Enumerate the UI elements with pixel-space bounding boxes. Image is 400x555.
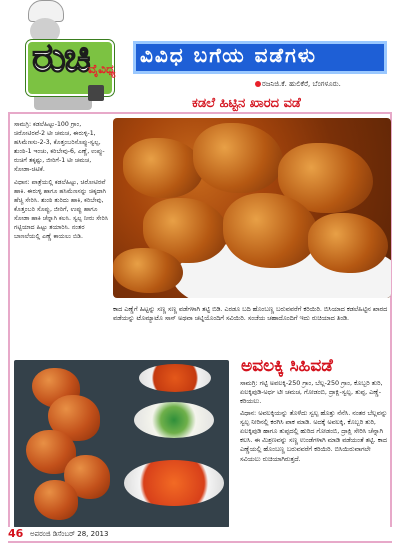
footer-divider	[8, 541, 392, 543]
mint-chutney-bowl	[134, 402, 214, 438]
recipe-2-ingredients: ಸಾಮಗ್ರಿ: ಗಟ್ಟಿ ಅವಲಕ್ಕಿ-250 ಗ್ರಾಂ, ಬೆಲ್ಲ-250 ಗ್ರಾಂ, ಕೊಬ್ಬರಿ ತುರಿ, ಏಲಕ್ಕಿಪುಡಿ-ಅರ್ಧ ಟೀ ಚಮಚ, ಗೋಡಂಬಿ, ದ್ರಾಕ್ಷಿ-ಸ್ವಲ್ಪ, ತುಪ್ಪ, ಎಣ್ಣೆ-ಕರಿಯಲು.	[240, 379, 383, 406]
ketchup-bowl	[139, 364, 211, 392]
cooking-pot-icon	[88, 85, 104, 101]
chili-sauce-bowl	[124, 460, 224, 506]
author-byline: ರಜನಿಜಿ.ಕೆ. ಹುಲಿಕೆರೆ, ಬೆಂಗಳೂರು.	[262, 80, 341, 88]
recipe-2-method: ವಿಧಾನ: ಅವಲಕ್ಕಿಯನ್ನು ತೊಳೆದು ಸ್ವಲ್ಪ ಹೊತ್ತು ನೆನೆಸಿ. ನಂತರ ಬೆಲ್ಲವನ್ನು ಸ್ವಲ್ಪ ನೀರಿನಲ್ಲಿ ಕರಗಿಸಿ ಪಾಕ ಮಾಡಿ. ಅದಕ್ಕೆ ಅವಲಕ್ಕಿ, ಕೊಬ್ಬರಿ ತುರಿ, ಏಲಕ್ಕಿಪುಡಿ ಹಾಗೂ ತುಪ್ಪದಲ್ಲಿ ಹುರಿದ ಗೋಡಂಬಿ, ದ್ರಾಕ್ಷಿ ಸೇರಿಸಿ ಚೆನ್ನಾಗಿ ಕಲಸಿ. ಈ ಮಿಶ್ರಣವನ್ನು ಸಣ್ಣ ಉಂಡೆಗಳಾಗಿ ಮಾಡಿ ವಡೆಯಂತೆ ತಟ್ಟಿ. ಕಾದ ಎಣ್ಣೆಯಲ್ಲಿ ಹೊಂಬಣ್ಣ ಬರುವವರೆಗೆ ಕರಿಯಿರಿ. ಬಿಸಿಯಿರುವಾಗಲೇ ಸವಿಯಲು ರುಚಿಯಾಗಿರುತ್ತದೆ.	[240, 408, 388, 463]
recipe-2-title: ಅವಲಕ್ಕಿ ಸಿಹಿವಡೆ	[241, 356, 333, 376]
recipe-1-title: ಕಡಲೆ ಹಿಟ್ಟಿನ ಖಾರದ ವಡೆ	[192, 96, 301, 111]
recipe-2-text	[240, 379, 390, 466]
page-border-left	[8, 112, 10, 529]
publication-info: ಅಪರಂಜಿ ಡಿಸೆಂಬರ್ 28, 2013	[30, 530, 109, 538]
page-title: ವಿವಿಧ ಬಗೆಯ ವಡೆಗಳು	[140, 43, 318, 67]
section-logo-subtitle: ವೈವಿಧ್ಯ	[88, 62, 116, 76]
fritter-image	[308, 213, 388, 273]
recipe-1-photo	[113, 118, 391, 298]
recipe-2-photo	[14, 360, 229, 528]
fritter-image	[123, 138, 203, 198]
recipe-1-ingredients: ಸಾಮಗ್ರಿ: ಕಡಲೆಹಿಟ್ಟು-100 ಗ್ರಾಂ, ಚಿರೋಟಿರವೆ-2 ಟೀ ಚಮಚ, ಈರುಳ್ಳಿ-1, ಹಸಿಮೆಣಸು-2-3, ಕೊತ್ತಂಬರಿಸೊಪ್ಪು-ಸ್ವಲ್ಪ, ಶುಂಠಿ-1 ಇಂಚು, ಕರಿಬೇವು-6, ಎಣ್ಣೆ, ಉಪ್ಪು-ರುಚಿಗೆ ತಕ್ಕಷ್ಟು, ಜೀರಿಗೆ-1 ಟೀ ಚಮಚ, ಸೋಡಾ-ಚಿಟಿಕೆ.	[14, 121, 105, 174]
recipe-1-column	[14, 120, 110, 244]
page-number: 46	[8, 527, 24, 540]
recipe-1-method: ವಿಧಾನ: ಪಾತ್ರೆಯಲ್ಲಿ ಕಡಲೆಹಿಟ್ಟು, ಚಿರೋಟಿರವೆ ಹಾಕಿ. ಈರುಳ್ಳಿ ಹಾಗೂ ಹಸಿಮೆಣಸನ್ನು ಚಿಕ್ಕದಾಗಿ ಹೆಚ್ಚಿ ಸೇರಿಸಿ. ಶುಂಠಿ ತುರಿದು ಹಾಕಿ, ಕರಿಬೇವು, ಕೊತ್ತಂಬರಿ ಸೊಪ್ಪು, ಜೀರಿಗೆ, ಉಪ್ಪು ಹಾಗೂ ಸೋಡಾ ಹಾಕಿ ಚೆನ್ನಾಗಿ ಕಲಸಿ. ಸ್ವಲ್ಪ ನೀರು ಸೇರಿಸಿ ಗಟ್ಟಿಯಾದ ಹಿಟ್ಟು ತಯಾರಿಸಿ. ನಂತರ ಬಾಣಲೆಯಲ್ಲಿ ಎಣ್ಣೆ ಕಾಯಲು ಬಿಡಿ.	[14, 178, 109, 241]
recipe-1-body: ಕಾದ ಎಣ್ಣೆಗೆ ಹಿಟ್ಟನ್ನು ಸಣ್ಣ ಸಣ್ಣ ವಡೆಗಳಾಗಿ ತಟ್ಟಿ ಬಿಡಿ. ಎರಡೂ ಬದಿ ಹೊಂಬಣ್ಣ ಬರುವವರೆಗೆ ಕರಿಯಿರಿ. ಬಿಸಿಯಾದ ಕಡಲೆಹಿಟ್ಟಿನ ಖಾರದ ವಡೆಯನ್ನು ಟೊಮ್ಯಾಟೊ ಸಾಸ್ ಅಥವಾ ಚಟ್ನಿಯೊಂದಿಗೆ ಸವಿಯಿರಿ. ಸಂಜೆಯ ಚಹಾದೊಂದಿಗೆ ಇದು ರುಚಿಯಾದ ತಿಂಡಿ.	[113, 305, 388, 322]
section-logo	[0, 0, 120, 115]
fritter-image	[193, 123, 283, 193]
page-border-top	[8, 112, 392, 114]
pakora-image	[34, 480, 78, 520]
bullet-icon	[255, 81, 261, 87]
section-logo-title: ರುಚಿ	[32, 34, 89, 81]
